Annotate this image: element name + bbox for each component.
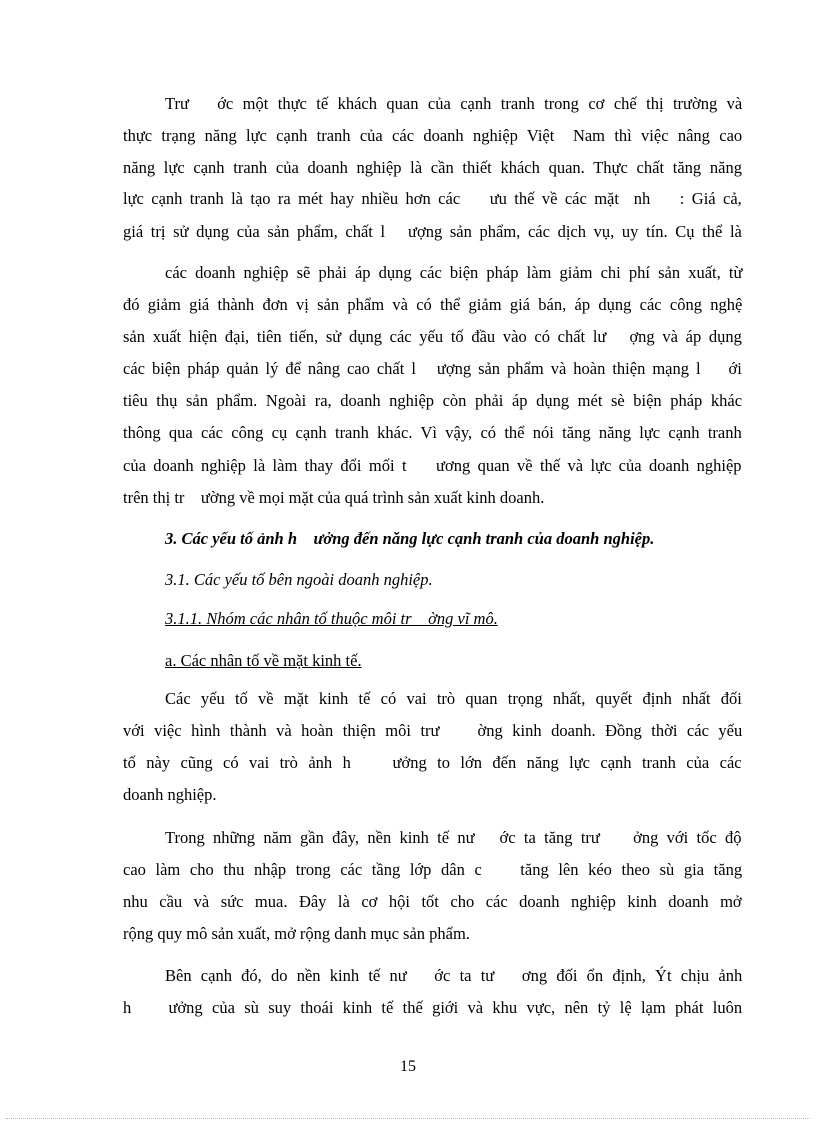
text-line: với việc hình thành và hoàn thiện môi trư ờng kinh doanh. Đồng thời các yếu (123, 721, 743, 740)
text-line: trên thị tr ường về mọi mặt của quá trình sản xuất kinh doanh. (123, 488, 545, 507)
text-line: thông qua các công cụ cạnh tranh khác. Vì vậy, có thể nói tăng năng lực cạnh tranh (123, 423, 742, 442)
text-line: rộng quy mô sản xuất, mở rộng danh mục sản phẩm. (123, 924, 470, 943)
text-line: Trư ớc một thực tế khách quan của cạnh tranh trong cơ chế thị trường và (165, 94, 743, 113)
text-line: 3.1.1. Nhóm các nhân tố thuộc môi tr ờng vĩ mô. (165, 609, 498, 628)
text-line: doanh nghiệp. (123, 785, 217, 804)
text-line: Trong những năm gần đây, nền kinh tế nư ớc ta tăng trư ởng với tốc độ (165, 828, 742, 847)
page-bottom-border (6, 1118, 810, 1119)
text-line: h ưởng của sù suy thoái kinh tế thế giới và khu vực, nên tỷ lệ lạm phát luôn (123, 998, 743, 1017)
page-number: 15 (400, 1058, 416, 1075)
text-line: tố này cũng có vai trò ảnh h ưởng to lớn đến năng lực cạnh tranh của các (123, 753, 742, 772)
text-line: 3. Các yếu tố ảnh h ưởng đến năng lực cạnh tranh của doanh nghiệp. (165, 529, 655, 548)
text-line: các doanh nghiệp sẽ phải áp dụng các biện pháp làm giảm chi phí sản xuất, từ (165, 263, 743, 282)
text-line: Các yếu tố về mặt kinh tế có vai trò quan trọng nhất, quyết định nhất đối (165, 689, 742, 708)
text-line: sản xuất hiện đại, tiên tiến, sử dụng các yếu tố đầu vào có chất lư ợng và áp dụng (123, 327, 742, 346)
text-line: lực cạnh tranh là tạo ra mét hay nhiều hơn các ưu thế về các mặt nh : Giá cả, (123, 189, 742, 208)
text-line: của doanh nghiệp là làm thay đổi mối t ương quan về thế và lực của doanh nghiệp (123, 456, 742, 475)
text-line: giá trị sử dụng của sản phẩm, chất l ượng sản phẩm, các dịch vụ, uy tín. Cụ thể là (123, 222, 742, 241)
text-line: nhu cầu và sức mua. Đây là cơ hội tốt cho các doanh nghiệp kinh doanh mở (123, 892, 742, 911)
text-line: cao làm cho thu nhập trong các tầng lớp dân c tăng lên kéo theo sù gia tăng (123, 860, 743, 879)
text-line: 3.1. Các yếu tố bên ngoài doanh nghiệp. (165, 570, 433, 589)
text-line: tiêu thụ sản phẩm. Ngoài ra, doanh nghiệp còn phải áp dụng mét sè biện pháp khác (123, 391, 743, 410)
text-line: thực trạng năng lực cạnh tranh của các doanh nghiệp Việt Nam thì việc nâng cao (123, 126, 743, 145)
text-line: Bên cạnh đó, do nền kinh tế nư ớc ta tư ơng đối ổn định, Ýt chịu ảnh (165, 966, 743, 985)
text-line: đó giảm giá thành đơn vị sản phẩm và có thể giảm giá bán, áp dụng các công nghệ (123, 295, 743, 314)
text-line: năng lực cạnh tranh của doanh nghiệp là cần thiết khách quan. Thực chất tăng năng (123, 158, 742, 177)
text-line: a. Các nhân tố về mặt kinh tế. (165, 651, 362, 670)
text-line: các biện pháp quản lý để nâng cao chất l ượng sản phẩm và hoàn thiện mạng l ới (123, 359, 742, 378)
